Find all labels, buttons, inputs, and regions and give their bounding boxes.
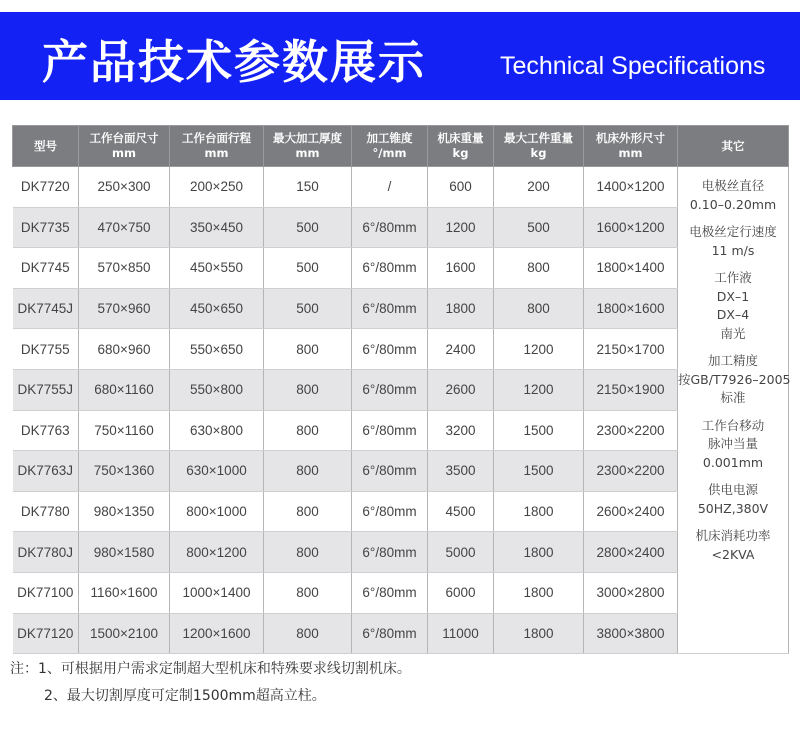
table-cell: 1800 (494, 613, 584, 654)
table-cell: 800 (264, 410, 352, 451)
table-cell: 800 (494, 248, 584, 289)
other-spec-line: 0.001mm (702, 454, 764, 470)
table-cell: 500 (494, 207, 584, 248)
table-row (13, 369, 789, 410)
other-spec-item (678, 269, 788, 343)
table-cell: 150 (264, 167, 352, 208)
table-cell: 200 (494, 167, 584, 208)
title-banner (0, 12, 800, 100)
table-cell: 450×550 (170, 248, 264, 289)
table-cell: 2300×2200 (584, 410, 678, 451)
table-cell: 800 (264, 491, 352, 532)
table-cell: 1200 (428, 207, 494, 248)
table-cell: 800 (264, 329, 352, 370)
table-cell: 800 (264, 369, 352, 410)
table-cell: DK7755 (13, 329, 79, 370)
other-spec-line: 0.10–0.20mm (689, 196, 777, 212)
other-spec-line: DX–1 (716, 288, 750, 304)
table-cell: 570×960 (79, 288, 170, 329)
table-cell: 4500 (428, 491, 494, 532)
table-cell: 1800 (428, 288, 494, 329)
header-label: 型号 (34, 138, 57, 153)
table-cell: 200×250 (170, 167, 264, 208)
table-row (13, 451, 789, 492)
table-cell: 980×1350 (79, 491, 170, 532)
table-cell: 6°/80mm (352, 369, 428, 410)
other-spec-line: 电极丝直径 (701, 178, 765, 193)
banner-title-en: Technical Specifications (500, 52, 766, 80)
table-cell: DK7735 (13, 207, 79, 248)
header-label: 加工锥度 (366, 131, 413, 145)
table-cell: 350×450 (170, 207, 264, 248)
table-cell: 750×1160 (79, 410, 170, 451)
spec-table (12, 125, 789, 654)
table-cell: 500 (264, 207, 352, 248)
other-spec-line: 50HZ,380V (697, 500, 769, 516)
table-cell: DK7763 (13, 410, 79, 451)
table-cell: 1500×2100 (79, 613, 170, 654)
table-cell: 1500 (494, 451, 584, 492)
table-cell: 6°/80mm (352, 248, 428, 289)
table-cell: 750×1360 (79, 451, 170, 492)
table-cell: 630×800 (170, 410, 264, 451)
header-unit: mm (204, 146, 229, 160)
spec-table-wrapper (12, 125, 791, 654)
table-cell: 2600×2400 (584, 491, 678, 532)
header-unit: mm (295, 146, 320, 160)
table-cell: 1200 (494, 369, 584, 410)
table-cell: 6°/80mm (352, 288, 428, 329)
other-spec-item (678, 223, 788, 260)
table-cell: 800 (264, 572, 352, 613)
other-spec-item (678, 352, 791, 408)
table-cell: 800×1000 (170, 491, 264, 532)
table-cell: 6°/80mm (352, 572, 428, 613)
table-cell: 1160×1600 (79, 572, 170, 613)
column-header (494, 126, 584, 167)
column-header (428, 126, 494, 167)
header-label: 机床重量 (437, 131, 484, 145)
table-cell: 5000 (428, 532, 494, 573)
header-label: 工作台面尺寸 (89, 131, 159, 145)
column-header (584, 126, 678, 167)
table-cell: DK7755J (13, 369, 79, 410)
note-line-2: 2、最大切割厚度可定制1500mm超高立柱。 (44, 688, 326, 704)
column-header (678, 126, 789, 167)
column-header (170, 126, 264, 167)
table-cell: 1800×1600 (584, 288, 678, 329)
table-cell: 1800×1400 (584, 248, 678, 289)
table-body (13, 167, 789, 654)
table-cell: 600 (428, 167, 494, 208)
table-row (13, 613, 789, 654)
table-row (13, 329, 789, 370)
banner-title-cn: 产品技术参数展示 (42, 35, 426, 89)
table-cell: 1600×1200 (584, 207, 678, 248)
table-row (13, 288, 789, 329)
table-cell: 2800×2400 (584, 532, 678, 573)
other-spec-line: 按GB/T7926–2005 (678, 371, 791, 387)
table-cell: 500 (264, 248, 352, 289)
other-spec-line: DX–4 (716, 307, 750, 322)
table-cell: 3800×3800 (584, 613, 678, 654)
table-cell: 6000 (428, 572, 494, 613)
other-spec-line: 工作台移动 (701, 417, 765, 433)
table-row (13, 572, 789, 613)
other-spec-line: 脉冲当量 (707, 436, 758, 451)
table-cell: 250×300 (79, 167, 170, 208)
table-cell: DK7745 (13, 248, 79, 289)
column-header (352, 126, 428, 167)
table-cell: 2300×2200 (584, 451, 678, 492)
table-cell: DK77120 (13, 613, 79, 654)
table-cell: DK7720 (13, 167, 79, 208)
header-unit: °/mm (372, 146, 407, 160)
other-specs-cell (678, 167, 789, 654)
header-label: 机床外形尺寸 (596, 131, 665, 145)
table-cell: 3500 (428, 451, 494, 492)
table-cell: 800 (264, 532, 352, 573)
table-cell: 1200×1600 (170, 613, 264, 654)
header-unit: kg (452, 146, 469, 160)
header-unit: mm (112, 146, 136, 160)
table-cell: DK7763J (13, 451, 79, 492)
table-cell: 800 (264, 613, 352, 654)
table-cell: 1800 (494, 572, 584, 613)
table-cell: 470×750 (79, 207, 170, 248)
top-strip (0, 0, 800, 12)
table-cell: 6°/80mm (352, 207, 428, 248)
table-cell: 2150×1700 (584, 329, 678, 370)
table-cell: 800 (264, 451, 352, 492)
other-spec-item (678, 481, 788, 518)
table-cell: 2600 (428, 369, 494, 410)
table-cell: 800 (494, 288, 584, 329)
table-cell: 1800 (494, 491, 584, 532)
table-cell: 1200 (494, 329, 584, 370)
table-cell: 3200 (428, 410, 494, 451)
table-row (13, 207, 789, 248)
table-cell: 6°/80mm (352, 491, 428, 532)
column-header (13, 126, 79, 167)
table-header-row (13, 126, 789, 167)
table-cell: 680×960 (79, 329, 170, 370)
table-cell: 550×650 (170, 329, 264, 370)
table-cell: 800×1200 (170, 532, 264, 573)
table-row (13, 248, 789, 289)
other-spec-line: 标准 (720, 390, 746, 405)
column-header (79, 126, 170, 167)
notes (10, 656, 411, 710)
header-label: 最大加工厚度 (273, 131, 342, 145)
table-cell: DK7780 (13, 491, 79, 532)
table-cell: 6°/80mm (352, 451, 428, 492)
table-cell: 1600 (428, 248, 494, 289)
table-row (13, 532, 789, 573)
table-row (13, 491, 789, 532)
table-row (13, 410, 789, 451)
other-spec-line: 加工精度 (707, 353, 758, 368)
table-cell: 6°/80mm (352, 613, 428, 654)
note-line-1: 注：1、可根据用户需求定制超大型机床和特殊要求线切割机床。 (10, 661, 411, 677)
table-cell: 6°/80mm (352, 532, 428, 573)
other-spec-line: <2KVA (711, 546, 755, 562)
table-row (13, 167, 789, 208)
other-spec-line: 11 m/s (711, 242, 755, 258)
table-cell: 630×1000 (170, 451, 264, 492)
header-label: 工作台面行程 (182, 131, 251, 145)
table-cell: DK7780J (13, 532, 79, 573)
header-unit: kg (530, 146, 547, 160)
table-cell: 6°/80mm (352, 329, 428, 370)
table-cell: 680×1160 (79, 369, 170, 410)
table-cell: 500 (264, 288, 352, 329)
other-spec-line: 电极丝定行速度 (689, 224, 777, 239)
table-cell: 11000 (428, 613, 494, 654)
column-header (264, 126, 352, 167)
table-cell: DK7745J (13, 288, 79, 329)
other-spec-line: 机床消耗功率 (695, 528, 771, 543)
other-spec-item (678, 417, 788, 473)
table-cell: 6°/80mm (352, 410, 428, 451)
table-cell: 450×650 (170, 288, 264, 329)
other-spec-item (678, 527, 788, 564)
header-label: 最大工件重量 (504, 131, 573, 145)
header-unit: mm (618, 146, 643, 160)
table-cell: 1800 (494, 532, 584, 573)
table-cell: 1000×1400 (170, 572, 264, 613)
other-spec-line: 供电电源 (707, 482, 758, 497)
other-spec-line: 南光 (720, 325, 746, 341)
table-cell: 980×1580 (79, 532, 170, 573)
table-cell: 1400×1200 (584, 167, 678, 208)
header-label: 其它 (721, 138, 745, 153)
other-spec-line: 工作液 (714, 270, 752, 285)
table-cell: 550×800 (170, 369, 264, 410)
table-cell: 3000×2800 (584, 572, 678, 613)
table-cell: 1500 (494, 410, 584, 451)
table-cell: 2400 (428, 329, 494, 370)
table-cell: / (352, 167, 428, 208)
other-spec-item (678, 177, 788, 214)
table-cell: 2150×1900 (584, 369, 678, 410)
table-cell: 570×850 (79, 248, 170, 289)
table-cell: DK77100 (13, 572, 79, 613)
